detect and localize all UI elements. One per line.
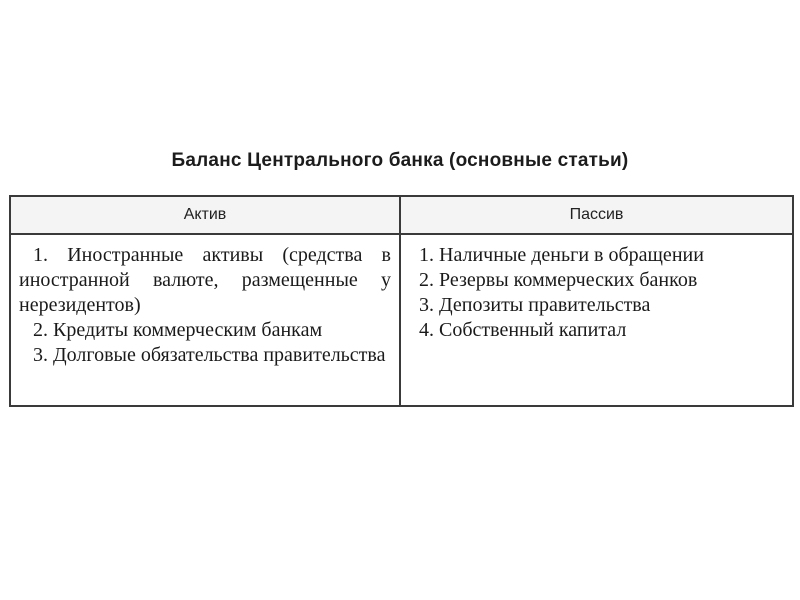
assets-header: Актив <box>10 196 400 234</box>
assets-cell <box>10 234 400 406</box>
liabilities-header: Пассив <box>400 196 793 234</box>
asset-item: 2. Кредиты коммерческим банкам <box>33 319 323 341</box>
asset-item: 1. Иностранные активы (средства в иностранной валюте, размещенные у нерезидентов) <box>19 244 391 316</box>
liabilities-cell <box>400 234 793 406</box>
liability-item: 2. Резервы коммерческих банков <box>419 269 698 291</box>
table-row <box>10 234 793 406</box>
page-title: Баланс Центрального банка (основные статьи) <box>171 150 629 171</box>
table-header-row <box>10 196 793 234</box>
liability-item: 1. Наличные деньги в обращении <box>419 244 704 266</box>
liability-item: 4. Собственный капитал <box>419 319 627 341</box>
balance-table <box>9 195 794 407</box>
liability-item: 3. Депозиты правительства <box>419 294 651 316</box>
asset-item: 3. Долговые обязательства правительства <box>33 344 386 366</box>
